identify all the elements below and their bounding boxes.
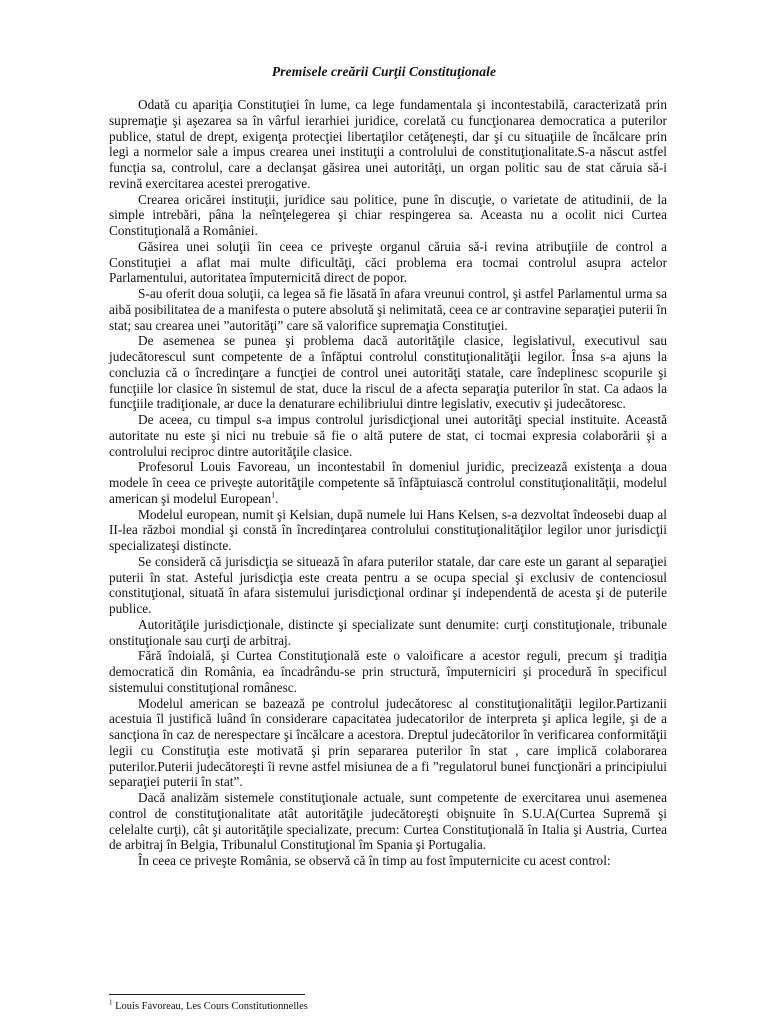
paragraph-5 (109, 333, 667, 412)
paragraph-11 (109, 648, 667, 695)
paragraph-10 (109, 617, 667, 649)
paragraph-text: Odată cu apariţia Constituţiei în lume, ca lege fundamentala şi incontestabilă, caracterizată prin supremaţie şi aşezarea sa în vârful ierarhiei juridice, corelată cu funcţionarea democratica a puterilor publice, statul de drept, exigenţa protecţiei libertaţilor cetăţeneşti, dar şi cu situaţiile de încălcare prin legi a normelor sale a impus crearea unei instituţii a controlului de constituţionalitate.S-a născut astfel funcţia sa, controlul, care a declanşat găsirea unei autorităţi, un organ politic sau de stat căruia să-i revină exercitarea acestei prerogative. (109, 97, 667, 191)
paragraph-text: În ceea ce priveşte România, se observă că în timp au fost împuternicite cu acest control: (138, 853, 611, 868)
paragraph-14 (109, 853, 667, 869)
paragraph-text: Găsirea unei soluţii îin ceea ce priveşte organul căruia să-i revina atribuţiile de control a Constituţiei a aflat mai multe dificultăţi, căci problema era tocmai controlul asupra actelor Parlamentului, autoritatea împuternicită direct de popor. (109, 238, 667, 286)
paragraph-text: Crearea oricărei instituţii, juridice sau politice, pune în discuţie, o varietate de atitudinii, de la simple intrebări, pâna la neînţelegerea şi chiar respingerea sa. Aceasta nu a ocolit nici Curtea Constituţională a României. (109, 191, 667, 238)
footnote-divider (109, 994, 305, 995)
paragraph-text: De asemenea se punea şi problema dacă autorităţile clasice, legislativul, executivul sau judecătorescul sunt competente de a înfăptui controlul constituţionalităţii legilor. Însa s-a ajuns la concluzia că o încredinţare a funcţiei de control unei autorităţi statale, care îndeplinesc scopurile şi funcţiile lor clasice în sistemul de stat, duce la riscul de a afecta separaţia puterilor în stat. Ca adaos la funcţiile tradiţionale, ar duce la denaturare echilibriului dintre legislativ, executiv şi judecătoresc. (109, 333, 667, 412)
paragraph-text: Dacă analizăm sistemele constituţionale actuale, sunt competente de exercitarea unui asemenea control de constituţionalitate atât autorităţile judecătoreşti obişnuite în S.U.A(Curtea Supremă şi celelalte curţi), cât şi autorităţile specializate, precum: Curtea Constituţională în Italia şi Austria, Curtea de arbitraj în Belgia, Tribunalul Constituţional îm Spania şi Portugalia. (109, 790, 667, 853)
paragraph-4 (109, 286, 667, 333)
footnote-text: Louis Favoreau, Les Cours Constitutionnelles (115, 1001, 308, 1012)
paragraph-2 (109, 192, 667, 239)
page-title: Premisele creării Curţii Constituţionale (271, 64, 497, 79)
paragraph-text: Autorităţile jurisdicţionale, distincte şi specializate sunt denumite: curţi constituţionale, tribunale onstituţionale sau curţi de arbitraj. (109, 616, 667, 648)
paragraph-12 (109, 696, 667, 791)
paragraph-trailing-punct: . (275, 490, 279, 506)
paragraph-6 (109, 412, 667, 459)
footnote-ref: 1 (271, 490, 276, 500)
paragraph-text: De aceea, cu timpul s-a impus controlul jurisdicţional unei autorităţi special instituite. Această autoritate nu este şi nici nu trebuie să fie o altă putere de stat, ci tocmai expresia colaborării şi a controlului reciproc dintre autorităţile clasice. (109, 412, 667, 459)
paragraph-3 (109, 239, 667, 286)
footnote (109, 998, 509, 1013)
paragraph-13 (109, 790, 667, 853)
paragraph-7 (109, 459, 667, 506)
footnote-marker: 1 (109, 998, 113, 1007)
paragraph-text: Profesorul Louis Favoreau, un incontestabil în domeniul juridic, precizează existenţa a doua modele în ceea ce priveşte autorităţile competente să înfăptuiască controlul constituţionalităţii, modelul american şi modelul European (109, 459, 667, 506)
paragraph-text: Modelul european, numit şi Kelsian, după numele lui Hans Kelsen, s-a dezvoltat îndeosebi duap al II-lea război mondial şi constă în încredinţarea controlului constituţionalităţilor legilor unor jurisdicţii specializateşi distincte. (109, 506, 667, 553)
paragraph-text: S-au oferit doua soluţii, ca legea să fie lăsată în afara vreunui control, şi astfel Parlamentul urma sa aibă posibilitatea de a manifesta o putere absolută şi nelimitată, ceea ce ar contravine separaţiei puterii în stat; sau crearea unei ”autorităţi” care să valorifice supremaţia Constituţiei. (109, 286, 667, 333)
document-body (109, 97, 667, 869)
paragraph-text: Modelul american se bazează pe controlul judecătoresc al constituţionalităţii legilor.Partizanii acestuia îl justifică luând în considerare capacitatea judecatorilor de interpreta şi aplica legile, şi de a sancţiona în caz de nerespectare şi încălcare a acestora. Dreptul judecătorilor în verificarea conformităţii legii cu Constituţia este motivată şi prin separarea puterilor în stat , care implică colaborarea puterilor.Puterii judecătoreşti îi revne astfel misiunea de a fi ”regulatorul bunei funcţionări a principiului separaţiei puterii în stat”. (109, 695, 667, 790)
paragraph-1 (109, 97, 667, 192)
paragraph-8 (109, 507, 667, 554)
paragraph-text: Fără îndoială, şi Curtea Constituţională este o valoificare a acestor reguli, precum şi tradiţia democratică din România, ea încadrându-se prin structură, împuterniciri şi procedură în specificul sistemului constituţional românesc. (109, 648, 667, 695)
paragraph-text: Se consideră că jurisdicţia se situează în afara puterilor statale, dar care este un garant al separaţiei puterii în stat. Asteful jurisdicţia este creata pentru a se ocupa special şi exclusiv de contenciosul constituţional, situată în afara sistemului jurisdicţional ordinar şi independentă de acesta şi de puterile publice. (109, 553, 667, 616)
paragraph-9 (109, 554, 667, 617)
